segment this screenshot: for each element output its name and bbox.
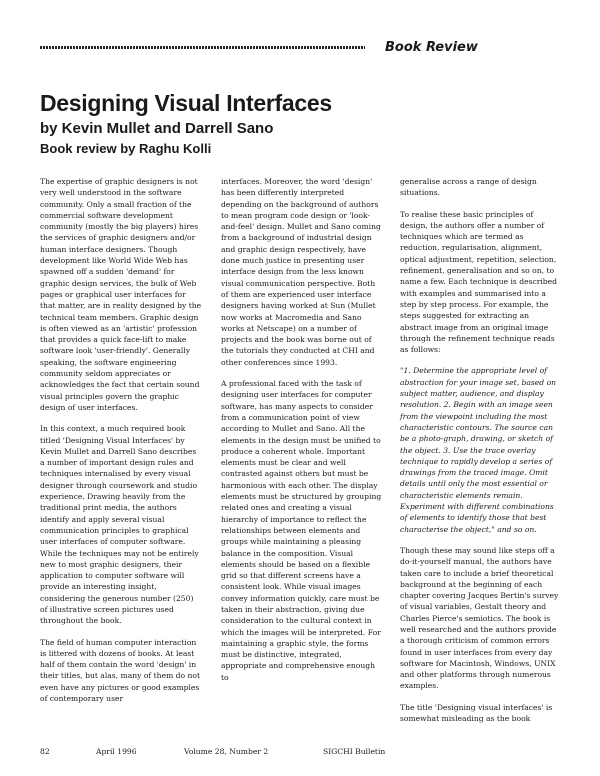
- paragraph: interfaces. Moreover, the word 'design' has been differently interpreted depending on the background of authors to mean program code design or 'look-and-feel' design. Mullet and Sano coming from a background of industrial design and graphic design respectively, have done much justice in presenting user interface design from the less known visual communication perspective. Both of them are experienced user interface designers having worked at Sun (Mullet now works at Macromedia and Sano works at Netscape) on a number of projects and the book was borne out of the tutorials they conducted at CHI and other conferences since 1993.: [221, 177, 381, 367]
- article-reviewer: Book review by Raghu Kolli: [40, 141, 212, 156]
- page-number: 82: [40, 747, 50, 756]
- text-column-2: [221, 176, 383, 693]
- page-footer: [40, 747, 560, 759]
- volume-number: Volume 28, Number 2: [184, 747, 269, 756]
- paragraph: The title 'Designing visual interfaces' is somewhat misleading as the book: [400, 702, 553, 724]
- article-authors: by Kevin Mullet and Darrell Sano: [40, 120, 274, 137]
- issue-date: April 1996: [96, 747, 137, 756]
- header-rule: [40, 46, 365, 49]
- paragraph: generalise across a range of design situations.: [400, 177, 537, 198]
- paragraph: A professional faced with the task of designing user interfaces for computer software, has many aspects to consider from a communication point of view according to Mullet and Sano. All the elements in the design must be unified to produce a coherent whole. Important elements must be clear and well contrasted against others but must be harmonious with each other. The display elements must be structured by grouping related ones and creating a visual hierarchy of importance to reflect the relationships between elements and groups while maintaining a pleasing balance in the composition. Visual elements should be based on a flexible grid so that different screens have a consistent look. While visual images convey information quickly, care must be taken in their abstraction, giving due consideration to the cultural context in which the images will be interpreted. For maintaining a graphic style, the forms must be distinctive, integrated, appropriate and comprehensive enough to: [221, 379, 382, 682]
- article-title: Designing Visual Interfaces: [40, 90, 332, 116]
- publication-name: SIGCHI Bulletin: [323, 747, 386, 756]
- paragraph: To realise these basic principles of design, the authors offer a number of techniques which are termed as reduction, regularisation, alignment, optical adjustment, repetition, selection, refinement, generalisation and so on, to name a few. Each technique is described with examples and summarised into a step by step process. For example, the steps suggested for extracting an abstract image from an original image through the refinement technique reads as follows:: [400, 209, 558, 355]
- text-column-1: [40, 176, 202, 714]
- paragraph: The expertise of graphic designers is not very well understood in the software community. Only a small fraction of the commercial software development community (mostly the big players) hires the services of graphic designers and/or human interface designers. Though development like World Wide Web has spawned off a sudden 'demand' for graphic design services, the bulk of Web pages or graphical user interfaces for that matter, are in reality designed by the technical team members. Graphic design is often viewed as an 'artistic' profession that provides a quick face-lift to make software look 'user-friendly'. Generally speaking, the software engineering community seldom appreciates or acknowledges the fact that certain sound visual principles govern the graphic design of user interfaces.: [40, 177, 202, 412]
- paragraph: In this context, a much required book titled 'Designing Visual Interfaces' by Kevin Mullet and Darrell Sano describes a number of important design rules and techniques internalised by every visual designer through coursework and studio experience. Drawing heavily from the traditional print media, the authors identify and apply several visual communication principles to graphical user interfaces of computer software. While the techniques may not be entirely new to most graphic designers, their application to computer software will provide an interesting insight, considering the generous number (250) of illustrative screen pictures used throughout the book.: [40, 424, 199, 626]
- text-column-3: [400, 176, 562, 734]
- quoted-steps: "1. Determine the appropriate level of abstraction for your image set, based on subject matter, audience, and display resolution. 2. Begin with an image seen from the viewpoint including the most characteristic contours. The source can be a photo-graph, drawing, or sketch of the object. 3. Use the trace overlay technique to rapidly develop a series of drawings from the traced image. Omit details until only the most essential or characteristic elements remain. Experiment with different combinations of elements to identify those that best characterise the object," and so on.: [400, 366, 557, 534]
- section-label: Book Review: [385, 40, 478, 55]
- paragraph: The field of human computer interaction is littered with dozens of books. At least half of them contain the word 'design' in their titles, but alas, many of them do not even have any pictures or good examples of contemporary user: [40, 637, 201, 704]
- paragraph: Though these may sound like steps off a do-it-yourself manual, the authors have taken care to include a brief theoretical background at the beginning of each chapter covering Jacques Bertin's survey of visual variables, Gestalt theory and Charles Pierce's semiotics. The book is well researched and the authors provide a thorough criticism of common errors found in user interfaces from every day software for Macintosh, Windows, UNIX and other platforms through numerous examples.: [400, 545, 559, 691]
